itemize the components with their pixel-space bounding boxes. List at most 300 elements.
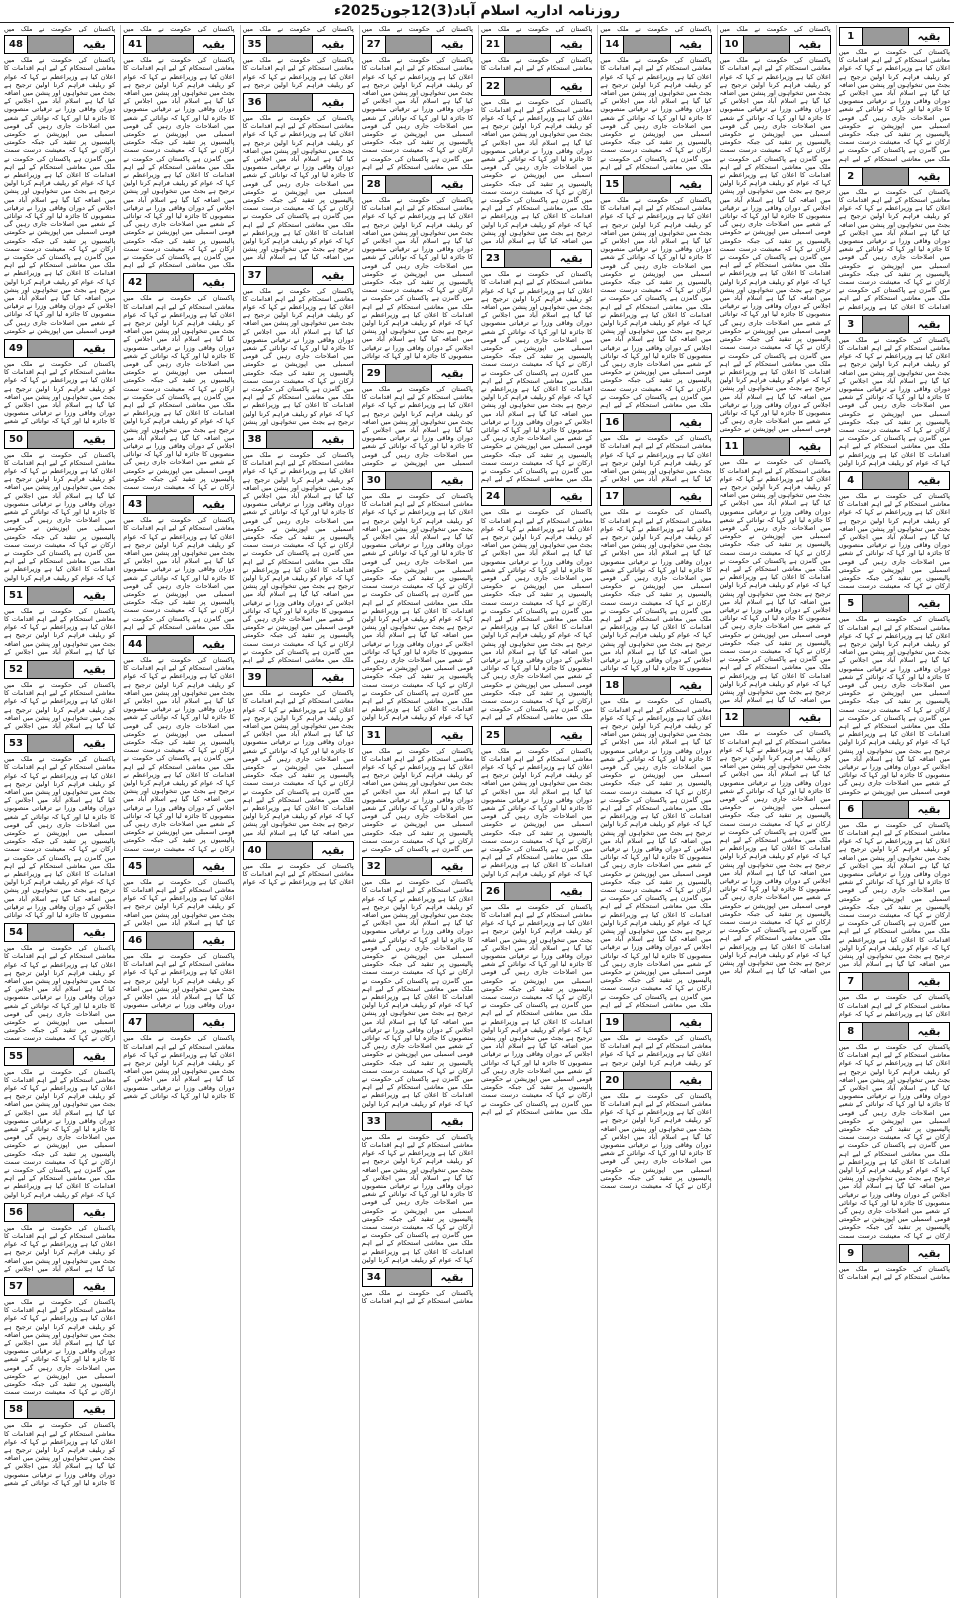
continuation-box [4, 1275, 115, 1396]
continuation-label [600, 676, 711, 695]
continuation-box [4, 428, 115, 582]
continuation-number: 37 [244, 267, 267, 284]
newspaper-page [2, 25, 952, 1598]
baqiya-word: بقیہ [193, 636, 234, 653]
baqiya-word: بقیہ [908, 1023, 949, 1040]
label-bar [147, 636, 192, 653]
label-bar [386, 36, 431, 53]
continuation-number: 4 [840, 472, 863, 489]
page-header [0, 0, 954, 23]
article-text: پاکستان کی حکومت نے ملک میں معاشی استحکام کے لیے اہم اقدامات کا اعلان کیا ہے وزیراعظم نے کہا کہ عوام کو ریلیف فراہم کرنا اولین ترجیح ہے بجٹ میں تنخواہوں اور پنشن میں اضافہ کیا گیا ہے اسلام آباد میں اجلاس کے دوران وفاقی وزرا نے ترقیاتی منصوبوں کا جائزہ لیا اور کہا کہ توانائی کے شعبے میں اصلاحات جاری رہیں گی قومی اسمبلی میں اپوزیشن نے حکومتی پالیسیوں پر تنقید کی جبکہ حکومتی ارکان نے کہا کہ معیشت درست سمت میں گامزن ہے پاکستان کی حکومت نے ملک میں معاشی استحکام کے لیے اہم اقدامات کا اعلان کیا ہے وزیراعظم نے کہا کہ عوام کو ریلیف فراہم کرنا اولین [4, 1067, 116, 1199]
continuation-box [362, 362, 473, 467]
continuation-number: 43 [124, 496, 147, 513]
continuation-number: 30 [363, 472, 386, 489]
continuation-number: 26 [482, 883, 505, 900]
label-bar [28, 1204, 73, 1221]
label-bar [624, 1014, 669, 1031]
article-text: پاکستان کی حکومت نے ملک میں [481, 25, 593, 33]
continuation-label [720, 437, 831, 456]
baqiya-word: بقیہ [193, 858, 234, 875]
article-text: پاکستان کی حکومت نے ملک میں معاشی استحکام کے لیے اہم اقدامات کا اعلان کیا ہے وزیراعظم نے کہا کہ عوام کو ریلیف فراہم کرنا اولین ترجیح ہے بجٹ میں تنخواہوں اور پنشن میں اضافہ کیا گیا ہے اسلام آباد میں اجلاس کے دوران وفاقی وزرا نے ترقیاتی منصوبوں [123, 951, 235, 1010]
label-bar [147, 858, 192, 875]
continuation-number: 56 [5, 1204, 28, 1221]
page-column [478, 25, 594, 1598]
article-text: پاکستان کی حکومت نے ملک میں معاشی استحکام کے لیے اہم اقدامات کا [838, 1264, 950, 1281]
continuation-number: 53 [5, 735, 28, 752]
label-bar [624, 176, 669, 193]
label-bar [28, 1048, 73, 1065]
continuation-number: 55 [5, 1048, 28, 1065]
label-bar [863, 28, 908, 45]
baqiya-word: بقیہ [550, 78, 591, 95]
continuation-number: 27 [363, 36, 386, 53]
continuation-box [4, 921, 115, 1042]
label-bar [28, 735, 73, 752]
article-text: پاکستان کی حکومت نے ملک میں معاشی استحکام کے لیے اہم اقدامات کا اعلان کیا ہے وزیراعظم نے کہا کہ عوام کو ریلیف فراہم کرنا اولین ترجیح ہے بجٹ میں تنخواہوں اور پنشن میں اضافہ کیا گیا ہے اسلام آباد میں اجلاس کے دوران وفاقی وزرا نے ترقیاتی منصوبوں کا جائزہ لیا اور کہا کہ توانائی کے شعبے [4, 1421, 116, 1487]
continuation-number: 29 [363, 365, 386, 382]
article-text: پاکستان کی حکومت نے ملک میں معاشی استحکام کے لیے اہم اقدامات کا اعلان کیا ہے وزیراعظم نے کہا کہ عوام کو ریلیف فراہم کرنا اولین ترجیح ہے بجٹ میں تنخواہوں اور پنشن میں اضافہ کیا گیا ہے اسلام آباد میں اجلاس کے دوران وفاقی وزرا نے ترقیاتی منصوبوں کا جائزہ لیا اور کہا کہ توانائی کے شعبے میں اصلاحات جاری رہیں گی قومی اسمبلی میں اپوزیشن نے حکومتی پالیسیوں پر تنقید کی جبکہ حکومتی ارکان نے کہا کہ معیشت درست سمت میں گامزن ہے پاکستان کی حکومت نے ملک میں معاشی استحکام کے لیے اہم اقدامات کا اعلان کیا ہے وزیراعظم نے کہا کہ عوام کو ریلیف فراہم کرنا اولین ترجیح ہے بجٹ میں تنخواہوں اور پنشن میں اضافہ کیا گیا ہے اسلام آباد میں [481, 97, 593, 246]
continuation-number: 58 [5, 1401, 28, 1418]
continuation-number: 50 [5, 431, 28, 448]
continuation-box [600, 1069, 711, 1190]
continuation-box [720, 435, 831, 704]
continuation-box [481, 880, 592, 1116]
continuation-label [481, 249, 592, 268]
continuation-number: 31 [363, 727, 386, 744]
article-text: پاکستان کی حکومت نے ملک میں معاشی استحکام کے لیے اہم اقدامات کا اعلان کیا ہے وزیراعظم نے کہا کہ عوام کو ریلیف فراہم کرنا اولین ترجیح ہے بجٹ میں تنخواہوں اور پنشن میں اضافہ کیا گیا ہے اسلام آباد میں اجلاس کے دوران وفاقی وزرا نے ترقیاتی منصوبوں کا جائزہ لیا اور کہا کہ توانائی کے شعبے میں اصلاحات جاری رہیں گی قومی اسمبلی میں اپوزیشن نے حکومتی پالیسیوں پر تنقید کی جبکہ حکومتی ارکان نے کہا کہ معیشت درست سمت میں گامزن ہے پاکستان کی حکومت نے ملک میں معاشی استحکام کے لیے اہم اقدامات کا اعلان کیا ہے وزیراعظم نے کہا کہ عوام کو ریلیف فراہم کرنا اولین ترجیح ہے بجٹ میں تنخواہوں اور پنشن میں اضافہ کیا گیا ہے اسلام آباد میں اجلاس کے دوران وفاقی وزرا نے ترقیاتی منصوبوں کا جائزہ لیا اور کہا کہ توانائی [361, 195, 473, 360]
continuation-number: 15 [601, 176, 624, 193]
baqiya-word: بقیہ [431, 36, 472, 53]
page-column [717, 25, 833, 1598]
article-text: پاکستان کی حکومت نے ملک میں معاشی استحکام کے لیے اہم اقدامات کا اعلان کیا ہے وزیراعظم نے کہا کہ عوام کو ریلیف فراہم کرنا اولین ترجیح ہے بجٹ میں تنخواہوں اور پنشن میں اضافہ کیا گیا ہے اسلام آباد میں اجلاس کے دوران وفاقی وزرا نے ترقیاتی منصوبوں کا جائزہ لیا اور کہا کہ توانائی کے شعبے [123, 1034, 235, 1100]
continuation-label [362, 1112, 473, 1131]
article-text: پاکستان کی حکومت نے ملک میں معاشی استحکام کے لیے اہم اقدامات کا اعلان کیا ہے وزیراعظم نے کہا کہ عوام کو ریلیف فراہم کرنا اولین ترجیح ہے بجٹ میں تنخواہوں اور پنشن میں اضافہ کیا گیا ہے اسلام آباد میں اجلاس کے [4, 680, 116, 730]
continuation-label [481, 882, 592, 901]
baqiya-word: بقیہ [550, 727, 591, 744]
label-bar [28, 1401, 73, 1418]
label-bar [267, 842, 312, 859]
baqiya-word: بقیہ [908, 316, 949, 333]
continuation-label [4, 430, 115, 449]
continuation-number: 7 [840, 973, 863, 990]
continuation-box [362, 1266, 473, 1305]
continuation-number: 42 [124, 274, 147, 291]
continuation-label [243, 841, 354, 860]
baqiya-word: بقیہ [670, 414, 711, 431]
continuation-box [4, 337, 115, 426]
continuation-box [123, 633, 234, 853]
continuation-number: 3 [840, 316, 863, 333]
article-text: پاکستان کی حکومت نے ملک میں معاشی استحکام کے لیے اہم اقدامات کا اعلان کیا ہے وزیراعظم نے کہا کہ عوام کو ریلیف فراہم کرنا اولین ترجیح ہے [600, 1033, 712, 1067]
label-bar [28, 36, 73, 53]
article-text: پاکستان کی حکومت نے ملک میں معاشی استحکام کے لیے اہم اقدامات کا اعلان کیا ہے وزیراعظم نے کہا کہ عوام کو ریلیف فراہم کرنا اولین ترجیح ہے بجٹ میں تنخواہوں اور پنشن میں اضافہ کیا گیا ہے اسلام آباد میں اجلاس کے دوران وفاقی وزرا نے ترقیاتی منصوبوں کا جائزہ لیا اور کہا کہ توانائی کے شعبے میں اصلاحات جاری رہیں گی قومی اسمبلی میں اپوزیشن نے حکومتی پالیسیوں پر تنقید کی جبکہ حکومتی ارکان نے کہا کہ معیشت درست سمت میں گامزن ہے پاکستان کی حکومت نے ملک میں معاشی استحکام کے لیے اہم اقدامات کا اعلان کیا ہے وزیراعظم نے کہا کہ عوام کو ریلیف فراہم کرنا اولین ترجیح ہے بجٹ میں تنخواہوں اور پنشن میں اضافہ کیا گیا ہے اسلام آباد میں اجلاس کے دوران وفاقی وزرا نے ترقیاتی منصوبوں کا جائزہ لیا اور کہا کہ توانائی کے شعبے میں اصلاحات جاری رہیں گی قومی اسمبلی میں اپوزیشن نے حکومتی پالیسیوں پر تنقید کی جبکہ حکومتی ارکان نے کہا کہ معیشت درست سمت میں گامزن ہے پاکستان کی حکومت نے ملک میں معاشی استحکام کے لیے اہم اقدامات کا اعلان کیا ہے وزیراعظم نے کہا کہ عوام کو ریلیف فراہم کرنا اولین ترجیح ہے بجٹ میں تنخواہوں اور پنشن میں اضافہ کیا گیا ہے اسلام آباد میں [719, 458, 831, 705]
baqiya-word: بقیہ [670, 677, 711, 694]
baqiya-word: بقیہ [193, 274, 234, 291]
continuation-label [839, 1022, 950, 1041]
continuation-number: 17 [601, 488, 624, 505]
article-text: پاکستان کی حکومت نے ملک میں معاشی استحکام کے لیے اہم اقدامات کا اعلان کیا ہے وزیراعظم نے کہا کہ عوام کو ریلیف فراہم کرنا اولین ترجیح ہے بجٹ میں تنخواہوں اور پنشن میں اضافہ کیا گیا ہے اسلام آباد میں اجلاس کے دوران وفاقی وزرا نے ترقیاتی منصوبوں کا جائزہ لیا اور کہا کہ توانائی کے شعبے میں اصلاحات جاری رہیں گی قومی اسمبلی میں اپوزیشن نے حکومتی پالیسیوں پر تنقید کی جبکہ حکومتی ارکان نے کہا کہ معیشت درست سمت میں گامزن ہے پاکستان کی حکومت نے ملک میں معاشی استحکام کے لیے اہم اقدامات کا اعلان کیا ہے وزیراعظم نے کہا کہ عوام کو ریلیف فراہم کرنا اولین ترجیح ہے بجٹ میں تنخواہوں اور پنشن میں اضافہ کیا گیا ہے اسلام آباد میں اجلاس کے دوران وفاقی وزرا نے ترقیاتی منصوبوں کا جائزہ لیا اور کہا کہ توانائی کے شعبے میں اصلاحات جاری رہیں گی قومی اسمبلی میں اپوزیشن نے حکومتی پالیسیوں پر تنقید کی جبکہ حکومتی ارکان نے کہا کہ معیشت درست سمت میں گامزن ہے پاکستان کی حکومت نے ملک میں معاشی استحکام کے لیے اہم اقدامات کا اعلان کیا ہے وزیراعظم نے کہا کہ عوام کو ریلیف فراہم کرنا اولین ترجیح ہے بجٹ میں تنخواہوں اور پنشن میں اضافہ کیا گیا ہے اسلام آباد میں اجلاس کے دوران وفاقی وزرا نے ترقیاتی منصوبوں کا جائزہ لیا اور کہا کہ توانائی کے شعبے میں اصلاحات جاری رہیں گی قومی اسمبلی میں اپوزیشن نے حکومتی پالیسیوں پر تنقید کی جبکہ حکومتی ارکان نے کہا کہ معیشت درست سمت میں گامزن ہے پاکستان کی حکومت نے ملک میں معاشی استحکام کے لیے اہم [600, 697, 712, 1009]
label-bar [147, 274, 192, 291]
label-bar [386, 176, 431, 193]
continuation-label [4, 1400, 115, 1419]
label-bar [28, 431, 73, 448]
baqiya-word: بقیہ [73, 1278, 114, 1295]
continuation-label [123, 495, 234, 514]
page-column [120, 25, 236, 1598]
continuation-box [362, 724, 473, 854]
continuation-label [362, 726, 473, 745]
continuation-number: 25 [482, 727, 505, 744]
continuation-number: 6 [840, 801, 863, 818]
continuation-box [243, 839, 354, 887]
baqiya-word: بقیہ [550, 36, 591, 53]
continuation-label [4, 923, 115, 942]
article-text: پاکستان کی حکومت نے ملک میں معاشی استحکام کے لیے اہم اقدامات کا اعلان کیا ہے وزیراعظم نے کہا کہ عوام کو ریلیف فراہم کرنا اولین ترجیح ہے بجٹ میں تنخواہوں اور پنشن میں اضافہ کیا گیا ہے اسلام آباد میں اجلاس کے دوران وفاقی وزرا نے ترقیاتی منصوبوں کا جائزہ لیا اور کہا کہ توانائی کے شعبے میں اصلاحات جاری رہیں گی قومی اسمبلی میں اپوزیشن نے حکومتی پالیسیوں پر تنقید کی جبکہ حکومتی ارکان نے کہا کہ معیشت درست سمت میں گامزن ہے پاکستان کی حکومت نے ملک میں معاشی استحکام کے لیے اہم اقدامات کا اعلان کیا ہے وزیراعظم نے کہا کہ عوام کو ریلیف فراہم کرنا اولین ترجیح ہے بجٹ میں تنخواہوں اور پنشن میں اضافہ کیا گیا ہے اسلام آباد میں اجلاس کے دوران وفاقی وزرا نے ترقیاتی منصوبوں کا جائزہ لیا اور کہا کہ توانائی کے شعبے میں اصلاحات جاری رہیں گی قومی اسمبلی میں اپوزیشن نے حکومتی پالیسیوں پر تنقید کی جبکہ حکومتی ارکان نے کہا کہ معیشت درست سمت میں گامزن ہے پاکستان کی حکومت نے ملک میں معاشی استحکام کے لیے اہم [481, 508, 593, 722]
article-text: پاکستان کی حکومت نے ملک میں [600, 25, 712, 33]
continuation-label [362, 175, 473, 194]
continuation-box [4, 33, 115, 335]
continuation-number: 33 [363, 1113, 386, 1130]
continuation-number: 14 [601, 36, 624, 53]
continuation-number: 23 [482, 250, 505, 267]
continuation-number: 20 [601, 1072, 624, 1089]
continuation-label [481, 77, 592, 96]
continuation-box [362, 1110, 473, 1264]
continuation-label [600, 413, 711, 432]
continuation-label [481, 35, 592, 54]
continuation-box [4, 1045, 115, 1199]
continuation-box [720, 33, 831, 433]
article-text: پاکستان کی حکومت نے ملک میں معاشی استحکام کے لیے اہم اقدامات کا اعلان کیا ہے وزیراعظم نے کہا کہ عوام کو ریلیف فراہم کرنا اولین ترجیح ہے بجٹ میں تنخواہوں اور پنشن میں اضافہ کیا گیا ہے اسلام آباد میں اجلاس کے دوران وفاقی وزرا نے ترقیاتی منصوبوں کا جائزہ لیا اور کہا کہ توانائی کے شعبے میں اصلاحات جاری رہیں گی قومی اسمبلی میں اپوزیشن نے حکومتی پالیسیوں پر تنقید کی جبکہ حکومتی ارکان نے کہا کہ معیشت درست سمت میں گامزن ہے پاکستان کی حکومت نے ملک میں معاشی استحکام کے لیے اہم [838, 48, 950, 163]
baqiya-word: بقیہ [312, 267, 353, 284]
article-text: پاکستان کی حکومت نے ملک میں معاشی استحکام کے لیے اہم اقدامات کا اعلان کیا ہے وزیراعظم نے کہا کہ عوام کو ریلیف فراہم کرنا اولین ترجیح ہے بجٹ میں تنخواہوں اور پنشن میں اضافہ کیا گیا ہے اسلام آباد میں اجلاس کے دوران وفاقی وزرا نے ترقیاتی منصوبوں کا جائزہ لیا اور کہا کہ توانائی کے شعبے میں اصلاحات جاری رہیں گی قومی اسمبلی میں اپوزیشن نے حکومتی پالیسیوں پر تنقید کی جبکہ حکومتی ارکان نے کہا کہ معیشت درست سمت میں گامزن ہے پاکستان کی حکومت نے ملک میں معاشی استحکام کے لیے اہم اقدامات کا اعلان کیا ہے وزیراعظم نے کہا کہ عوام کو ریلیف فراہم کرنا اولین ترجیح ہے بجٹ میں تنخواہوں اور پنشن میں اضافہ کیا گیا ہے اسلام آباد میں اجلاس کے دوران وفاقی وزرا نے ترقیاتی منصوبوں کا جائزہ لیا اور کہا کہ توانائی کے شعبے میں اصلاحات جاری رہیں گی قومی اسمبلی میں اپوزیشن نے حکومتی پالیسیوں پر تنقید کی جبکہ حکومتی ارکان نے کہا کہ معیشت درست سمت میں گامزن ہے پاکستان کی حکومت نے ملک میں معاشی استحکام کے لیے اہم اقدامات کا اعلان کیا ہے وزیراعظم نے کہا کہ عوام کو ریلیف فراہم کرنا اولین ترجیح ہے بجٹ میں تنخواہوں اور پنشن میں اضافہ کیا گیا ہے اسلام آباد میں اجلاس کے دوران وفاقی وزرا نے ترقیاتی منصوبوں کا جائزہ لیا اور کہا کہ توانائی کے شعبے میں اصلاحات جاری رہیں گی قومی اسمبلی میں اپوزیشن نے حکومتی پالیسیوں پر تنقید کی جبکہ حکومتی ارکان نے کہا کہ معیشت درست سمت میں گامزن ہے پاکستان کی حکومت نے ملک میں معاشی استحکام کے لیے اہم اقدامات کا اعلان کیا ہے وزیراعظم نے کہا کہ عوام کو ریلیف فراہم کرنا اولین ترجیح ہے بجٹ میں تنخواہوں اور پنشن میں اضافہ کیا گیا ہے اسلام آباد میں اجلاس کے دوران وفاقی وزرا نے ترقیاتی منصوبوں کا جائزہ لیا اور کہا کہ توانائی کے شعبے میں اصلاحات جاری رہیں گی قومی اسمبلی میں اپوزیشن نے حکومتی [719, 56, 831, 434]
continuation-label [362, 35, 473, 54]
continuation-box [362, 855, 473, 1108]
article-text: پاکستان کی حکومت نے ملک میں معاشی استحکام کے لیے اہم اقدامات کا اعلان کیا ہے وزیراعظم نے کہا کہ عوام کو ریلیف فراہم کرنا اولین ترجیح ہے بجٹ میں تنخواہوں اور پنشن میں اضافہ کیا گیا ہے اسلام آباد میں اجلاس کے دوران وفاقی وزرا نے ترقیاتی منصوبوں کا جائزہ لیا اور کہا کہ توانائی کے شعبے میں اصلاحات جاری رہیں گی قومی اسمبلی میں اپوزیشن نے حکومتی پالیسیوں پر تنقید کی جبکہ حکومتی ارکان نے کہا کہ معیشت درست سمت میں گامزن ہے پاکستان کی حکومت نے ملک میں معاشی استحکام کے لیے اہم اقدامات کا اعلان کیا ہے وزیراعظم نے [838, 187, 950, 311]
continuation-number: 28 [363, 176, 386, 193]
continuation-number: 9 [840, 1245, 863, 1262]
continuation-number: 35 [244, 36, 267, 53]
continuation-box [243, 264, 354, 426]
continuation-label [362, 471, 473, 490]
baqiya-word: بقیہ [789, 36, 830, 53]
page-column [359, 25, 475, 1598]
continuation-number: 38 [244, 431, 267, 448]
baqiya-word: بقیہ [193, 36, 234, 53]
label-bar [267, 431, 312, 448]
baqiya-word: بقیہ [789, 709, 830, 726]
continuation-label [243, 266, 354, 285]
label-bar [267, 94, 312, 111]
article-text: پاکستان کی حکومت نے ملک میں معاشی استحکام کے لیے اہم اقدامات کا اعلان کیا ہے وزیراعظم نے کہا کہ عوام کو ریلیف فراہم کرنا اولین ترجیح ہے بجٹ میں تنخواہوں اور پنشن میں اضافہ کیا گیا ہے اسلام آباد میں اجلاس کے دوران وفاقی وزرا نے ترقیاتی منصوبوں کا جائزہ لیا اور کہا کہ توانائی کے شعبے میں اصلاحات جاری رہیں گی قومی اسمبلی میں اپوزیشن نے حکومتی پالیسیوں پر تنقید کی جبکہ حکومتی ارکان نے کہا کہ معیشت درست سمت میں گامزن ہے پاکستان کی حکومت نے ملک میں معاشی استحکام کے لیے اہم اقدامات کا اعلان کیا ہے وزیراعظم نے کہا کہ عوام کو ریلیف فراہم کرنا اولین ترجیح ہے بجٹ میں تنخواہوں اور پنشن میں اضافہ کیا گیا ہے اسلام آباد میں [242, 689, 354, 837]
continuation-label [123, 857, 234, 876]
continuation-number: 2 [840, 168, 863, 185]
label-bar [624, 36, 669, 53]
baqiya-word: بقیہ [193, 1014, 234, 1031]
continuation-label [4, 586, 115, 605]
article-text: پاکستان کی حکومت نے ملک میں معاشی استحکام کے لیے اہم اقدامات کا اعلان کیا ہے وزیراعظم نے کہا کہ عوام کو ریلیف فراہم کرنا اولین ترجیح ہے بجٹ میں تنخواہوں اور پنشن میں اضافہ کیا گیا ہے اسلام آباد میں اجلاس کے دوران وفاقی وزرا نے ترقیاتی منصوبوں کا جائزہ لیا اور کہا کہ توانائی کے شعبے میں اصلاحات جاری رہیں گی قومی اسمبلی میں اپوزیشن نے حکومتی پالیسیوں پر تنقید کی جبکہ حکومتی ارکان نے کہا کہ معیشت درست سمت [4, 1297, 116, 1397]
continuation-number: 51 [5, 587, 28, 604]
continuation-label [362, 1268, 473, 1287]
continuation-label [123, 35, 234, 54]
continuation-box [600, 411, 711, 483]
article-text: پاکستان کی حکومت نے ملک میں معاشی استحکام کے لیے اہم اقدامات کا اعلان کیا ہے وزیراعظم نے کہا کہ عوام کو ریلیف فراہم کرنا اولین ترجیح ہے بجٹ میں تنخواہوں اور پنشن میں اضافہ کیا گیا ہے اسلام آباد میں اجلاس کے دوران وفاقی وزرا نے ترقیاتی منصوبوں کا جائزہ لیا اور کہا کہ توانائی کے شعبے میں اصلاحات جاری رہیں گی قومی اسمبلی میں اپوزیشن نے حکومتی پالیسیوں پر تنقید کی جبکہ حکومتی ارکان نے کہا کہ معیشت درست سمت میں گامزن ہے پاکستان کی حکومت نے ملک میں معاشی استحکام کے لیے اہم اقدامات کا اعلان کیا ہے وزیراعظم نے کہا کہ عوام کو ریلیف فراہم کرنا اولین [4, 450, 116, 582]
continuation-label [243, 35, 354, 54]
article-text: پاکستان کی حکومت نے ملک میں معاشی استحکام کے لیے اہم اقدامات کا اعلان کیا ہے وزیراعظم نے کہا کہ عوام کو ریلیف فراہم کرنا اولین ترجیح ہے بجٹ میں تنخواہوں اور پنشن میں اضافہ کیا گیا ہے اسلام آباد میں اجلاس کے دوران وفاقی وزرا نے ترقیاتی منصوبوں کا جائزہ لیا اور کہا کہ توانائی کے شعبے میں اصلاحات جاری رہیں گی قومی اسمبلی میں اپوزیشن نے حکومتی پالیسیوں پر تنقید کی جبکہ حکومتی ارکان نے کہا کہ معیشت درست سمت میں گامزن ہے پاکستان کی حکومت نے ملک میں معاشی استحکام کے لیے اہم اقدامات کا اعلان کیا ہے وزیراعظم نے کہا کہ عوام کو ریلیف فراہم کرنا اولین ترجیح ہے بجٹ میں تنخواہوں اور پنشن [242, 286, 354, 426]
article-text: پاکستان کی حکومت نے ملک میں معاشی استحکام کے لیے اہم اقدامات کا اعلان کیا ہے وزیراعظم نے کہا کہ عوام کو ریلیف فراہم کرنا اولین ترجیح ہے بجٹ میں تنخواہوں اور پنشن میں اضافہ کیا گیا ہے اسلام آباد میں اجلاس کے دوران وفاقی وزرا نے ترقیاتی منصوبوں کا جائزہ لیا اور کہا کہ توانائی کے شعبے میں اصلاحات جاری رہیں گی قومی اسمبلی میں اپوزیشن نے حکومتی پالیسیوں پر تنقید کی جبکہ حکومتی ارکان نے کہا کہ معیشت درست سمت میں گامزن ہے پاکستان کی حکومت نے ملک میں معاشی استحکام کے لیے اہم اقدامات کا اعلان کیا ہے وزیراعظم نے کہا کہ عوام کو ریلیف فراہم کرنا اولین ترجیح ہے بجٹ میں تنخواہوں اور پنشن میں اضافہ کیا گیا ہے اسلام آباد میں اجلاس کے دوران وفاقی وزرا نے ترقیاتی منصوبوں کا جائزہ لیا اور کہا کہ توانائی کے شعبے میں اصلاحات جاری رہیں گی قومی اسمبلی میں اپوزیشن نے حکومتی پالیسیوں پر تنقید کی جبکہ حکومتی ارکان نے کہا کہ معیشت درست سمت میں گامزن ہے پاکستان کی حکومت نے ملک میں معاشی استحکام کے لیے اہم [242, 450, 354, 665]
article-text: پاکستان کی حکومت نے ملک میں معاشی استحکام کے لیے اہم اقدامات کا اعلان کیا ہے وزیراعظم نے کہا کہ عوام [242, 861, 354, 887]
baqiya-word: بقیہ [431, 727, 472, 744]
baqiya-word: بقیہ [193, 932, 234, 949]
continuation-label [243, 668, 354, 687]
continuation-label [123, 931, 234, 950]
label-bar [744, 709, 789, 726]
continuation-label [839, 471, 950, 490]
continuation-box [600, 1011, 711, 1067]
article-text: پاکستان کی حکومت نے ملک میں معاشی استحکام کے لیے اہم اقدامات کا اعلان کیا ہے وزیراعظم نے کہا کہ عوام کو ریلیف فراہم کرنا اولین ترجیح ہے بجٹ میں تنخواہوں اور پنشن میں اضافہ کیا گیا ہے اسلام آباد میں اجلاس کے دوران وفاقی وزرا نے ترقیاتی منصوبوں کا جائزہ لیا اور کہا کہ توانائی کے شعبے میں اصلاحات جاری رہیں گی قومی اسمبلی میں اپوزیشن نے حکومتی پالیسیوں پر تنقید کی جبکہ حکومتی ارکان نے کہا کہ معیشت درست سمت میں گامزن ہے پاکستان کی حکومت نے ملک میں معاشی استحکام کے لیے اہم [600, 56, 712, 171]
continuation-number: 24 [482, 488, 505, 505]
label-bar [624, 677, 669, 694]
article-text: پاکستان کی حکومت نے ملک میں معاشی استحکام کے لیے اہم اقدامات کا اعلان کیا ہے وزیراعظم نے کہا کہ عوام کو ریلیف فراہم کرنا اولین ترجیح ہے بجٹ میں تنخواہوں اور پنشن میں اضافہ کیا گیا ہے اسلام آباد میں اجلاس کے دوران وفاقی وزرا نے ترقیاتی منصوبوں کا جائزہ لیا اور کہا کہ توانائی کے شعبے میں اصلاحات جاری رہیں گی قومی اسمبلی میں اپوزیشن نے حکومتی پالیسیوں پر تنقید کی جبکہ حکومتی ارکان نے کہا کہ معیشت درست سمت میں گامزن ہے پاکستان کی حکومت نے ملک میں معاشی استحکام کے لیے اہم اقدامات کا اعلان کیا ہے وزیراعظم نے کہا کہ عوام کو ریلیف فراہم کرنا اولین ترجیح ہے بجٹ میں تنخواہوں اور پنشن میں اضافہ کیا گیا ہے اسلام آباد میں اجلاس کے دوران وفاقی وزرا نے ترقیاتی منصوبوں کا جائزہ لیا اور کہا کہ توانائی کے شعبے میں اصلاحات جاری رہیں گی قومی اسمبلی میں اپوزیشن نے حکومتی پالیسیوں پر تنقید کی جبکہ حکومتی ارکان نے کہا کہ معیشت درست سمت [123, 294, 235, 492]
continuation-box [243, 91, 354, 262]
continuation-label [600, 1071, 711, 1090]
continuation-box [839, 1020, 950, 1240]
article-text: پاکستان کی حکومت نے ملک میں معاشی استحکام کے لیے اہم اقدامات کا اعلان کیا ہے وزیراعظم نے کہا کہ عوام کو ریلیف فراہم کرنا اولین ترجیح ہے بجٹ میں تنخواہوں اور پنشن میں اضافہ کیا گیا ہے اسلام آباد میں اجلاس کے دوران وفاقی وزرا نے ترقیاتی منصوبوں کا جائزہ لیا اور کہا کہ توانائی کے شعبے [4, 359, 116, 426]
label-bar [28, 1278, 73, 1295]
continuation-label [720, 35, 831, 54]
baqiya-word: بقیہ [670, 176, 711, 193]
continuation-box [600, 173, 711, 409]
continuation-box [123, 929, 234, 1009]
article-text: پاکستان کی حکومت نے ملک میں معاشی استحکام کے لیے اہم اقدامات کا اعلان کیا ہے وزیراعظم نے کہا کہ عوام کو ریلیف فراہم کرنا اولین ترجیح ہے بجٹ میں تنخواہوں اور پنشن میں اضافہ کیا گیا ہے اسلام آباد میں اجلاس کے دوران وفاقی وزرا نے ترقیاتی منصوبوں کا جائزہ لیا اور کہا کہ توانائی کے شعبے میں اصلاحات جاری رہیں گی قومی اسمبلی میں اپوزیشن نے حکومتی پالیسیوں پر تنقید کی جبکہ حکومتی ارکان نے کہا کہ معیشت درست سمت میں گامزن ہے پاکستان کی حکومت نے ملک میں معاشی استحکام کے لیے اہم [123, 516, 235, 631]
continuation-label [600, 35, 711, 54]
continuation-label [839, 972, 950, 991]
article-text: پاکستان کی حکومت نے ملک میں معاشی استحکام کے لیے اہم اقدامات کا اعلان کیا ہے وزیراعظم نے کہا کہ عوام کو ریلیف فراہم کرنا اولین ترجیح ہے بجٹ میں تنخواہوں اور پنشن میں اضافہ کیا گیا ہے اسلام آباد میں اجلاس کے دوران وفاقی وزرا نے ترقیاتی منصوبوں کا جائزہ لیا اور کہا کہ توانائی کے شعبے میں اصلاحات جاری رہیں گی قومی اسمبلی میں اپوزیشن نے حکومتی پالیسیوں پر تنقید کی جبکہ حکومتی ارکان نے کہا کہ معیشت درست سمت میں گامزن ہے پاکستان کی حکومت نے ملک میں معاشی استحکام کے لیے اہم اقدامات کا اعلان کیا ہے وزیراعظم نے کہا کہ عوام کو ریلیف فراہم کرنا اولین [361, 1132, 473, 1264]
article-text: پاکستان کی حکومت نے ملک میں معاشی استحکام کے لیے اہم اقدامات کا اعلان کیا ہے وزیراعظم نے کہا کہ عوام کو ریلیف فراہم کرنا اولین ترجیح ہے بجٹ میں تنخواہوں اور پنشن میں اضافہ کیا گیا ہے اسلام آباد میں اجلاس کے دوران وفاقی وزرا نے ترقیاتی منصوبوں کا جائزہ لیا اور کہا کہ توانائی کے شعبے میں اصلاحات جاری رہیں گی قومی اسمبلی میں اپوزیشن نے حکومتی پالیسیوں پر تنقید کی جبکہ حکومتی ارکان نے کہا کہ معیشت درست سمت میں گامزن ہے پاکستان کی حکومت نے ملک میں معاشی استحکام کے لیے اہم اقدامات کا اعلان کیا ہے وزیراعظم نے کہا کہ عوام کو ریلیف فراہم کرنا اولین ترجیح ہے بجٹ میں تنخواہوں اور پنشن میں اضافہ کیا گیا ہے اسلام آباد میں اجلاس کے دوران وفاقی وزرا نے ترقیاتی منصوبوں کا جائزہ لیا اور کہا کہ توانائی کے شعبے میں اصلاحات جاری رہیں گی قومی اسمبلی میں اپوزیشن نے حکومتی پالیسیوں پر تنقید کی جبکہ حکومتی ارکان نے کہا کہ معیشت درست سمت میں گامزن ہے پاکستان کی حکومت نے ملک میں معاشی استحکام کے لیے اہم اقدامات کا اعلان کیا ہے وزیراعظم نے کہا کہ عوام کو ریلیف فراہم کرنا اولین ترجیح ہے بجٹ میں تنخواہوں اور پنشن میں اضافہ کیا گیا ہے اسلام آباد میں اجلاس کے دوران وفاقی وزرا نے ترقیاتی منصوبوں کا جائزہ لیا اور کہا کہ توانائی کے شعبے میں اصلاحات جاری رہیں گی قومی اسمبلی میں اپوزیشن نے حکومتی [4, 56, 116, 335]
continuation-number: 21 [482, 36, 505, 53]
continuation-number: 1 [840, 28, 863, 45]
continuation-number: 54 [5, 924, 28, 941]
article-text: پاکستان کی حکومت نے ملک میں معاشی استحکام کے لیے اہم اقدامات کا اعلان کیا ہے وزیراعظم نے کہا کہ عوام کو ریلیف فراہم کرنا اولین ترجیح ہے بجٹ میں تنخواہوں اور پنشن میں اضافہ کیا گیا ہے اسلام آباد میں اجلاس کے دوران وفاقی وزرا نے ترقیاتی منصوبوں کا جائزہ لیا اور کہا کہ توانائی کے شعبے میں اصلاحات جاری رہیں گی قومی اسمبلی میں اپوزیشن نے حکومتی پالیسیوں پر تنقید کی جبکہ حکومتی ارکان نے کہا کہ معیشت درست سمت میں گامزن ہے پاکستان کی حکومت نے ملک میں معاشی استحکام کے لیے اہم اقدامات کا اعلان کیا ہے وزیراعظم نے کہا کہ عوام کو ریلیف فراہم کرنا اولین ترجیح ہے بجٹ میں تنخواہوں اور پنشن میں اضافہ کیا گیا ہے اسلام آباد میں اجلاس کے دوران وفاقی وزرا نے ترقیاتی منصوبوں کا جائزہ لیا اور کہا کہ توانائی کے شعبے میں اصلاحات جاری رہیں گی قومی اسمبلی میں اپوزیشن نے حکومتی پالیسیوں پر تنقید کی جبکہ حکومتی ارکان نے کہا کہ معیشت درست سمت [123, 655, 235, 853]
baqiya-word: بقیہ [73, 36, 114, 53]
baqiya-word: بقیہ [550, 883, 591, 900]
label-bar [267, 267, 312, 284]
article-text: پاکستان کی حکومت نے ملک میں معاشی استحکام کے لیے اہم اقدامات کا اعلان کیا ہے وزیراعظم نے کہا کہ عوام کو ریلیف فراہم کرنا اولین ترجیح ہے بجٹ میں تنخواہوں اور پنشن میں اضافہ کیا گیا ہے اسلام آباد میں اجلاس کے [123, 877, 235, 927]
article-text: پاکستان کی حکومت نے ملک میں معاشی استحکام کے لیے اہم اقدامات کا اعلان کیا ہے وزیراعظم نے کہا کہ عوام کو ریلیف فراہم کرنا اولین ترجیح ہے بجٹ میں تنخواہوں اور پنشن میں اضافہ کیا گیا ہے اسلام آباد میں اجلاس کے [4, 1223, 116, 1273]
baqiya-word: بقیہ [73, 1401, 114, 1418]
baqiya-word: بقیہ [73, 924, 114, 941]
continuation-box [243, 666, 354, 837]
label-bar [28, 587, 73, 604]
baqiya-word: بقیہ [550, 250, 591, 267]
article-text: پاکستان کی حکومت نے ملک میں معاشی استحکام کے لیے اہم اقدامات کا اعلان کیا ہے وزیراعظم نے کہا کہ عوام کو ریلیف فراہم کرنا اولین ترجیح ہے بجٹ میں تنخواہوں اور پنشن میں اضافہ کیا گیا ہے اسلام آباد میں اجلاس کے دوران وفاقی وزرا نے ترقیاتی منصوبوں کا جائزہ لیا اور کہا کہ توانائی کے شعبے میں اصلاحات جاری رہیں گی قومی اسمبلی میں اپوزیشن نے حکومتی پالیسیوں پر تنقید کی جبکہ حکومتی ارکان نے کہا کہ معیشت درست سمت میں گامزن ہے پاکستان کی حکومت نے ملک میں معاشی استحکام کے لیے اہم اقدامات کا اعلان کیا ہے وزیراعظم نے کہا کہ عوام کو ریلیف فراہم کرنا اولین ترجیح ہے بجٹ میں تنخواہوں اور پنشن میں اضافہ کیا گیا ہے اسلام آباد میں اجلاس کے دوران وفاقی وزرا نے ترقیاتی منصوبوں کا جائزہ لیا اور کہا کہ توانائی کے شعبے میں اصلاحات جاری رہیں گی قومی اسمبلی میں اپوزیشن نے حکومتی پالیسیوں پر تنقید کی جبکہ حکومتی ارکان نے کہا کہ معیشت درست سمت میں گامزن ہے پاکستان کی حکومت نے ملک میں معاشی استحکام کے لیے اہم اقدامات کا اعلان کیا ہے وزیراعظم نے کہا کہ عوام کو ریلیف فراہم کرنا اولین [361, 878, 473, 1108]
continuation-number: 16 [601, 414, 624, 431]
label-bar [863, 472, 908, 489]
continuation-label [839, 594, 950, 613]
baqiya-word: بقیہ [908, 28, 949, 45]
continuation-box [123, 855, 234, 927]
baqiya-word: بقیہ [312, 431, 353, 448]
continuation-label [4, 1203, 115, 1222]
continuation-box [362, 173, 473, 360]
article-text: پاکستان کی حکومت نے ملک میں معاشی استحکام کے لیے اہم اقدامات کا اعلان کیا ہے وزیراعظم نے کہا کہ عوام کو ریلیف فراہم کرنا اولین ترجیح ہے بجٹ میں تنخواہوں اور پنشن میں اضافہ کیا گیا ہے اسلام آباد میں اجلاس کے دوران وفاقی وزرا نے ترقیاتی منصوبوں کا جائزہ لیا اور کہا کہ توانائی کے شعبے میں اصلاحات جاری رہیں گی قومی اسمبلی میں اپوزیشن نے حکومتی پالیسیوں پر تنقید کی جبکہ حکومتی ارکان نے کہا کہ معیشت درست سمت [600, 1091, 712, 1190]
label-bar [624, 488, 669, 505]
baqiya-word: بقیہ [908, 595, 949, 612]
article-text: پاکستان کی حکومت نے ملک میں [242, 25, 354, 33]
continuation-box [839, 25, 950, 163]
baqiya-word: بقیہ [431, 176, 472, 193]
baqiya-word: بقیہ [73, 661, 114, 678]
label-bar [267, 669, 312, 686]
continuation-label [123, 273, 234, 292]
label-bar [863, 1023, 908, 1040]
baqiya-word: بقیہ [908, 1245, 949, 1262]
label-bar [863, 595, 908, 612]
continuation-box [839, 313, 950, 467]
continuation-number: 12 [721, 709, 744, 726]
continuation-label [4, 734, 115, 753]
continuation-label [243, 93, 354, 112]
article-text: پاکستان کی حکومت نے ملک میں [719, 25, 831, 33]
article-text: پاکستان کی حکومت نے ملک میں معاشی استحکام کے لیے اہم اقدامات کا اعلان کیا ہے وزیراعظم نے کہا کہ عوام کو ریلیف فراہم کرنا اولین ترجیح ہے بجٹ میں تنخواہوں اور پنشن میں اضافہ کیا گیا ہے اسلام آباد میں اجلاس کے دوران وفاقی وزرا نے ترقیاتی منصوبوں کا جائزہ لیا اور کہا کہ توانائی کے شعبے میں اصلاحات جاری رہیں گی قومی اسمبلی میں اپوزیشن نے حکومتی پالیسیوں پر تنقید کی جبکہ حکومتی ارکان نے کہا کہ معیشت درست سمت میں گامزن ہے پاکستان کی حکومت نے ملک میں معاشی استحکام کے لیے اہم اقدامات کا اعلان کیا ہے وزیراعظم نے کہا کہ عوام کو ریلیف فراہم کرنا اولین ترجیح ہے بجٹ میں تنخواہوں اور پنشن میں اضافہ کیا گیا ہے اسلام آباد میں [838, 820, 950, 969]
continuation-number: 39 [244, 669, 267, 686]
continuation-label [839, 167, 950, 186]
label-bar [624, 1072, 669, 1089]
continuation-box [4, 1201, 115, 1273]
continuation-number: 5 [840, 595, 863, 612]
continuation-box [839, 970, 950, 1018]
baqiya-word: بقیہ [193, 496, 234, 513]
article-text: پاکستان کی حکومت نے ملک میں معاشی استحکام کے لیے اہم اقدامات کا اعلان کیا ہے وزیراعظم نے کہا کہ عوام کو ریلیف فراہم کرنا اولین ترجیح ہے بجٹ میں تنخواہوں اور پنشن میں اضافہ کیا گیا ہے اسلام آباد میں اجلاس کے دوران وفاقی وزرا نے ترقیاتی منصوبوں کا جائزہ لیا اور کہا کہ توانائی کے شعبے میں اصلاحات جاری رہیں گی قومی اسمبلی میں اپوزیشن نے حکومتی پالیسیوں پر تنقید کی جبکہ حکومتی ارکان نے کہا کہ معیشت درست سمت میں گامزن ہے پاکستان کی حکومت نے ملک میں معاشی استحکام کے لیے اہم اقدامات کا اعلان کیا ہے وزیراعظم نے کہا کہ عوام کو ریلیف فراہم کرنا اولین ترجیح ہے بجٹ میں تنخواہوں اور پنشن میں اضافہ کیا گیا ہے اسلام آباد میں اجلاس کے دوران وفاقی وزرا نے ترقیاتی منصوبوں کا جائزہ لیا اور کہا کہ توانائی کے شعبے میں اصلاحات جاری رہیں گی قومی اسمبلی میں اپوزیشن نے حکومتی پالیسیوں پر تنقید کی جبکہ حکومتی ارکان نے کہا کہ معیشت درست سمت میں گامزن ہے پاکستان کی حکومت نے ملک میں معاشی استحکام کے لیے اہم [123, 56, 235, 270]
baqiya-word: بقیہ [431, 858, 472, 875]
continuation-number: 36 [244, 94, 267, 111]
continuation-box [839, 165, 950, 311]
continuation-box [481, 247, 592, 483]
continuation-number: 18 [601, 677, 624, 694]
continuation-box [481, 485, 592, 721]
continuation-box [600, 674, 711, 1009]
continuation-box [839, 798, 950, 969]
article-text: پاکستان کی حکومت نے ملک میں [123, 25, 235, 33]
baqiya-word: بقیہ [789, 438, 830, 455]
label-bar [505, 727, 550, 744]
continuation-label [4, 660, 115, 679]
continuation-label [600, 487, 711, 506]
continuation-label [600, 175, 711, 194]
article-text: پاکستان کی حکومت نے ملک میں معاشی استحکام کے لیے اہم اقدامات کا اعلان کیا ہے وزیراعظم نے کہا کہ عوام کو ریلیف فراہم کرنا اولین ترجیح ہے بجٹ میں تنخواہوں اور پنشن میں اضافہ کیا گیا ہے اسلام آباد میں اجلاس کے دوران وفاقی وزرا نے ترقیاتی منصوبوں کا جائزہ لیا اور کہا کہ توانائی کے شعبے میں اصلاحات جاری رہیں گی قومی اسمبلی میں اپوزیشن نے حکومتی پالیسیوں پر تنقید کی جبکہ حکومتی ارکان نے کہا کہ معیشت درست سمت [838, 491, 950, 591]
article-text: پاکستان کی حکومت نے ملک میں معاشی استحکام کے لیے اہم اقدامات کا اعلان کیا ہے وزیراعظم نے کہا کہ عوام کو ریلیف فراہم کرنا اولین ترجیح ہے بجٹ میں تنخواہوں اور پنشن میں اضافہ کیا گیا ہے اسلام آباد میں اجلاس کے دوران وفاقی وزرا نے ترقیاتی منصوبوں کا جائزہ لیا اور کہا کہ توانائی کے شعبے میں اصلاحات جاری رہیں گی قومی اسمبلی میں اپوزیشن نے حکومتی پالیسیوں پر تنقید کی جبکہ حکومتی ارکان نے کہا کہ معیشت درست سمت میں گامزن ہے پاکستان کی حکومت نے ملک میں معاشی استحکام کے لیے اہم اقدامات کا اعلان کیا ہے وزیراعظم نے کہا کہ عوام کو ریلیف فراہم کرنا اولین ترجیح ہے بجٹ میں تنخواہوں اور پنشن میں اضافہ کیا گیا ہے اسلام آباد میں اجلاس کے دوران وفاقی وزرا نے ترقیاتی منصوبوں کا جائزہ لیا اور کہا کہ توانائی کے شعبے میں اصلاحات جاری رہیں گی قومی اسمبلی میں اپوزیشن نے حکومتی پالیسیوں پر تنقید کی جبکہ حکومتی ارکان نے کہا کہ معیشت درست سمت میں گامزن ہے پاکستان کی حکومت نے ملک میں معاشی استحکام کے لیے اہم [481, 270, 593, 484]
label-bar [386, 858, 431, 875]
article-text: پاکستان کی حکومت نے ملک میں معاشی استحکام کے لیے اہم اقدامات کا اعلان کیا ہے وزیراعظم نے کہا کہ عوام کو ریلیف فراہم کرنا اولین ترجیح ہے بجٹ میں تنخواہوں اور پنشن میں اضافہ کیا گیا ہے اسلام آباد میں اجلاس کے [600, 434, 712, 484]
continuation-box [123, 493, 234, 631]
continuation-box [4, 1398, 115, 1487]
continuation-box [481, 33, 592, 72]
masthead-title: روزنامہ اداریہ اسلام آباد(3)12جون2025ء [333, 3, 621, 19]
label-bar [863, 801, 908, 818]
label-bar [505, 36, 550, 53]
continuation-number: 48 [5, 36, 28, 53]
continuation-label [481, 487, 592, 506]
label-bar [863, 973, 908, 990]
baqiya-word: بقیہ [908, 168, 949, 185]
label-bar [624, 414, 669, 431]
label-bar [28, 924, 73, 941]
continuation-box [123, 33, 234, 269]
article-text: پاکستان کی حکومت نے ملک میں معاشی استحکام کے لیے اہم اقدامات کا اعلان کیا ہے وزیراعظم نے کہا کہ عوام کو ریلیف فراہم کرنا اولین ترجیح ہے بجٹ میں تنخواہوں اور پنشن میں اضافہ کیا گیا ہے اسلام آباد میں اجلاس کے دوران وفاقی وزرا نے ترقیاتی منصوبوں کا جائزہ لیا اور کہا کہ توانائی کے شعبے میں اصلاحات جاری رہیں گی قومی اسمبلی میں اپوزیشن نے حکومتی پالیسیوں پر تنقید کی جبکہ حکومتی ارکان نے کہا کہ معیشت درست سمت میں گامزن ہے پاکستان کی حکومت نے ملک میں معاشی استحکام کے لیے اہم اقدامات کا اعلان کیا ہے وزیراعظم نے کہا کہ عوام کو ریلیف فراہم کرنا اولین ترجیح ہے بجٹ میں تنخواہوں اور پنشن میں اضافہ کیا گیا ہے اسلام آباد میں اجلاس کے دوران وفاقی وزرا نے ترقیاتی منصوبوں کا جائزہ لیا اور کہا کہ توانائی [4, 755, 116, 919]
article-text: پاکستان کی حکومت نے ملک میں معاشی استحکام کے لیے اہم اقدامات کا اعلان کیا ہے وزیراعظم نے کہا کہ عوام کو ریلیف فراہم کرنا اولین ترجیح ہے بجٹ میں تنخواہوں اور پنشن میں اضافہ کیا گیا ہے اسلام آباد میں اجلاس کے دوران وفاقی وزرا نے ترقیاتی منصوبوں کا جائزہ لیا اور کہا کہ توانائی کے شعبے میں اصلاحات جاری رہیں گی قومی اسمبلی میں اپوزیشن نے حکومتی پالیسیوں پر تنقید کی جبکہ حکومتی ارکان نے کہا کہ معیشت درست سمت میں گامزن ہے پاکستان کی حکومت نے ملک میں معاشی استحکام کے لیے اہم اقدامات کا اعلان کیا ہے وزیراعظم نے کہا کہ عوام کو ریلیف فراہم کرنا اولین ترجیح ہے بجٹ میں تنخواہوں اور پنشن میں اضافہ کیا گیا ہے اسلام آباد میں اجلاس کے دوران وفاقی وزرا نے ترقیاتی منصوبوں کا جائزہ لیا اور کہا کہ توانائی کے شعبے میں اصلاحات جاری رہیں گی قومی اسمبلی میں اپوزیشن نے حکومتی پالیسیوں پر تنقید کی جبکہ حکومتی ارکان نے کہا کہ معیشت درست سمت میں گامزن ہے پاکستان کی حکومت نے ملک میں معاشی استحکام کے لیے اہم اقدامات کا اعلان کیا ہے وزیراعظم نے کہا کہ عوام کو ریلیف فراہم کرنا اولین [361, 491, 473, 722]
label-bar [28, 661, 73, 678]
continuation-box [123, 1011, 234, 1100]
article-text: پاکستان کی حکومت نے ملک میں [361, 25, 473, 33]
continuation-number: 52 [5, 661, 28, 678]
baqiya-word: بقیہ [431, 1269, 472, 1286]
page-column [836, 25, 952, 1598]
continuation-label [720, 708, 831, 727]
baqiya-word: بقیہ [908, 801, 949, 818]
continuation-label [839, 27, 950, 46]
continuation-label [362, 857, 473, 876]
continuation-box [839, 592, 950, 795]
baqiya-word: بقیہ [431, 1113, 472, 1130]
label-bar [28, 340, 73, 357]
baqiya-word: بقیہ [312, 842, 353, 859]
baqiya-word: بقیہ [312, 669, 353, 686]
page-column [2, 25, 117, 1598]
label-bar [505, 883, 550, 900]
continuation-box [4, 584, 115, 656]
continuation-box [839, 469, 950, 590]
continuation-label [243, 430, 354, 449]
baqiya-word: بقیہ [670, 1014, 711, 1031]
page-column [597, 25, 713, 1598]
article-text: پاکستان کی حکومت نے ملک میں معاشی استحکام کے لیے اہم اقدامات کا اعلان کیا ہے وزیراعظم نے کہا کہ عوام کو ریلیف فراہم کرنا اولین ترجیح ہے بجٹ میں تنخواہوں اور پنشن میں اضافہ کیا گیا ہے اسلام آباد میں اجلاس کے دوران وفاقی وزرا نے ترقیاتی منصوبوں کا جائزہ لیا اور کہا کہ توانائی کے شعبے میں اصلاحات جاری رہیں گی قومی اسمبلی میں اپوزیشن نے حکومتی پالیسیوں پر تنقید کی جبکہ حکومتی ارکان نے کہا کہ معیشت درست سمت میں گامزن ہے پاکستان کی حکومت نے ملک میں معاشی استحکام کے لیے اہم اقدامات کا اعلان کیا ہے وزیراعظم نے کہا کہ عوام کو ریلیف فراہم کرنا اولین ترجیح ہے بجٹ میں تنخواہوں اور پنشن میں اضافہ کیا گیا ہے اسلام آباد میں اجلاس کے دوران وفاقی وزرا نے ترقیاتی منصوبوں کا جائزہ لیا اور کہا کہ توانائی کے شعبے میں اصلاحات جاری رہیں گی قومی اسمبلی میں اپوزیشن نے حکومتی پالیسیوں پر تنقید کی جبکہ حکومتی ارکان نے کہا کہ معیشت درست سمت میں گامزن ہے پاکستان کی حکومت نے ملک میں معاشی استحکام کے لیے اہم [481, 902, 593, 1116]
article-text: پاکستان کی حکومت نے ملک میں معاشی استحکام کے لیے اہم اقدامات کا [481, 56, 593, 73]
continuation-label [600, 1013, 711, 1032]
continuation-number: 57 [5, 1278, 28, 1295]
continuation-box [481, 75, 592, 246]
continuation-number: 22 [482, 78, 505, 95]
continuation-box [4, 658, 115, 730]
article-text: پاکستان کی حکومت نے ملک میں معاشی استحکام کے لیے اہم اقدامات کا اعلان کیا ہے وزیراعظم نے کہا کہ عوام کو ریلیف فراہم کرنا اولین ترجیح ہے بجٹ میں تنخواہوں اور پنشن میں اضافہ کیا گیا ہے اسلام آباد میں اجلاس کے [4, 606, 116, 656]
label-bar [386, 727, 431, 744]
baqiya-word: بقیہ [73, 431, 114, 448]
label-bar [744, 438, 789, 455]
article-text: پاکستان کی حکومت نے ملک میں معاشی استحکام کے لیے اہم اقدامات کا اعلان کیا ہے وزیراعظم نے کہا کہ عوام کو ریلیف فراہم کرنا اولین ترجیح ہے بجٹ میں تنخواہوں اور پنشن میں اضافہ کیا گیا ہے اسلام آباد میں اجلاس کے دوران وفاقی وزرا نے ترقیاتی منصوبوں کا جائزہ لیا اور کہا کہ توانائی کے شعبے میں اصلاحات جاری رہیں گی قومی اسمبلی میں اپوزیشن نے حکومتی پالیسیوں پر تنقید کی جبکہ حکومتی ارکان نے کہا کہ معیشت درست سمت میں گامزن ہے پاکستان کی حکومت نے ملک میں معاشی استحکام کے لیے اہم اقدامات کا اعلان کیا ہے وزیراعظم نے کہا کہ عوام کو ریلیف فراہم کرنا اولین ترجیح ہے بجٹ میں تنخواہوں اور پنشن میں اضافہ کیا گیا ہے اسلام آباد میں اجلاس کے دوران وفاقی وزرا نے ترقیاتی منصوبوں کا جائزہ لیا اور کہا کہ توانائی کے شعبے میں اصلاحات جاری رہیں گی قومی اسمبلی میں اپوزیشن نے حکومتی پالیسیوں پر تنقید کی جبکہ حکومتی ارکان نے کہا کہ معیشت درست سمت [838, 1042, 950, 1240]
baqiya-word: بقیہ [73, 587, 114, 604]
baqiya-word: بقیہ [670, 36, 711, 53]
continuation-label [4, 1047, 115, 1066]
continuation-number: 11 [721, 438, 744, 455]
continuation-label [839, 1244, 950, 1263]
continuation-box [720, 706, 831, 975]
page-column [240, 25, 356, 1598]
article-text: پاکستان کی حکومت نے ملک میں معاشی استحکام کے لیے اہم اقدامات کا اعلان کیا ہے وزیراعظم نے کہا کہ عوام کو ریلیف فراہم کرنا اولین ترجیح ہے بجٹ میں تنخواہوں اور پنشن میں اضافہ کیا گیا ہے اسلام آباد میں اجلاس کے دوران وفاقی وزرا نے ترقیاتی منصوبوں کا جائزہ لیا اور کہا کہ توانائی کے شعبے میں اصلاحات جاری رہیں گی قومی اسمبلی میں اپوزیشن نے حکومتی پالیسیوں پر تنقید کی جبکہ حکومتی ارکان نے کہا کہ معیشت درست سمت میں گامزن ہے پاکستان کی حکومت نے ملک میں معاشی استحکام کے لیے اہم اقدامات کا اعلان کیا ہے وزیراعظم نے کہا کہ عوام کو ریلیف فراہم کرنا اولین ترجیح ہے بجٹ میں تنخواہوں اور پنشن میں اضافہ کیا گیا ہے اسلام آباد میں اجلاس کے دوران وفاقی وزرا نے ترقیاتی منصوبوں کا جائزہ لیا اور کہا کہ توانائی کے شعبے میں اصلاحات جاری رہیں گی قومی اسمبلی میں اپوزیشن نے حکومتی پالیسیوں پر تنقید کی جبکہ حکومتی ارکان نے کہا کہ معیشت درست سمت میں گامزن ہے پاکستان کی حکومت نے ملک میں معاشی استحکام کے لیے اہم اقدامات کا اعلان کیا ہے وزیراعظم نے کہا کہ عوام کو ریلیف فراہم کرنا اولین ترجیح ہے بجٹ میں تنخواہوں اور پنشن میں اضافہ کیا گیا ہے اسلام آباد میں [719, 729, 831, 976]
article-text: پاکستان کی حکومت نے ملک میں معاشی استحکام کے لیے اہم اقدامات کا اعلان کیا ہے وزیراعظم نے کہا کہ عوام کو ریلیف فراہم کرنا اولین ترجیح ہے بجٹ میں تنخواہوں اور پنشن میں اضافہ کیا گیا ہے اسلام آباد میں اجلاس کے دوران وفاقی وزرا نے ترقیاتی منصوبوں کا جائزہ لیا اور کہا کہ توانائی کے شعبے میں اصلاحات جاری رہیں گی قومی اسمبلی میں اپوزیشن نے حکومتی [361, 384, 473, 467]
continuation-number: 45 [124, 858, 147, 875]
continuation-number: 44 [124, 636, 147, 653]
label-bar [386, 365, 431, 382]
baqiya-word: بقیہ [312, 94, 353, 111]
baqiya-word: بقیہ [670, 488, 711, 505]
article-text: پاکستان کی حکومت نے ملک میں معاشی استحکام کے لیے اہم اقدامات کا اعلان کیا ہے وزیراعظم نے کہا کہ عوام کو ریلیف فراہم کرنا اولین ترجیح ہے بجٹ میں تنخواہوں اور پنشن میں اضافہ کیا گیا ہے اسلام آباد میں اجلاس کے دوران وفاقی وزرا نے ترقیاتی منصوبوں کا جائزہ لیا اور کہا کہ توانائی کے شعبے میں اصلاحات جاری رہیں گی قومی اسمبلی میں اپوزیشن نے حکومتی پالیسیوں پر تنقید کی جبکہ حکومتی ارکان نے کہا کہ معیشت درست سمت میں گامزن ہے پاکستان کی حکومت نے ملک میں معاشی استحکام کے لیے اہم اقدامات کا اعلان کیا ہے وزیراعظم نے کہا کہ عوام کو ریلیف فراہم کرنا اولین ترجیح ہے بجٹ میں تنخواہوں اور پنشن میں اضافہ کیا گیا ہے اسلام آباد میں اجلاس کے دوران وفاقی وزرا نے ترقیاتی منصوبوں کا جائزہ لیا اور کہا کہ توانائی کے شعبے میں اصلاحات جاری رہیں گی قومی اسمبلی میں اپوزیشن نے حکومتی [838, 615, 950, 796]
continuation-box [123, 271, 234, 491]
continuation-number: 10 [721, 36, 744, 53]
continuation-box [362, 33, 473, 171]
continuation-label [123, 1013, 234, 1032]
baqiya-word: بقیہ [908, 973, 949, 990]
continuation-label [123, 635, 234, 654]
label-bar [386, 472, 431, 489]
